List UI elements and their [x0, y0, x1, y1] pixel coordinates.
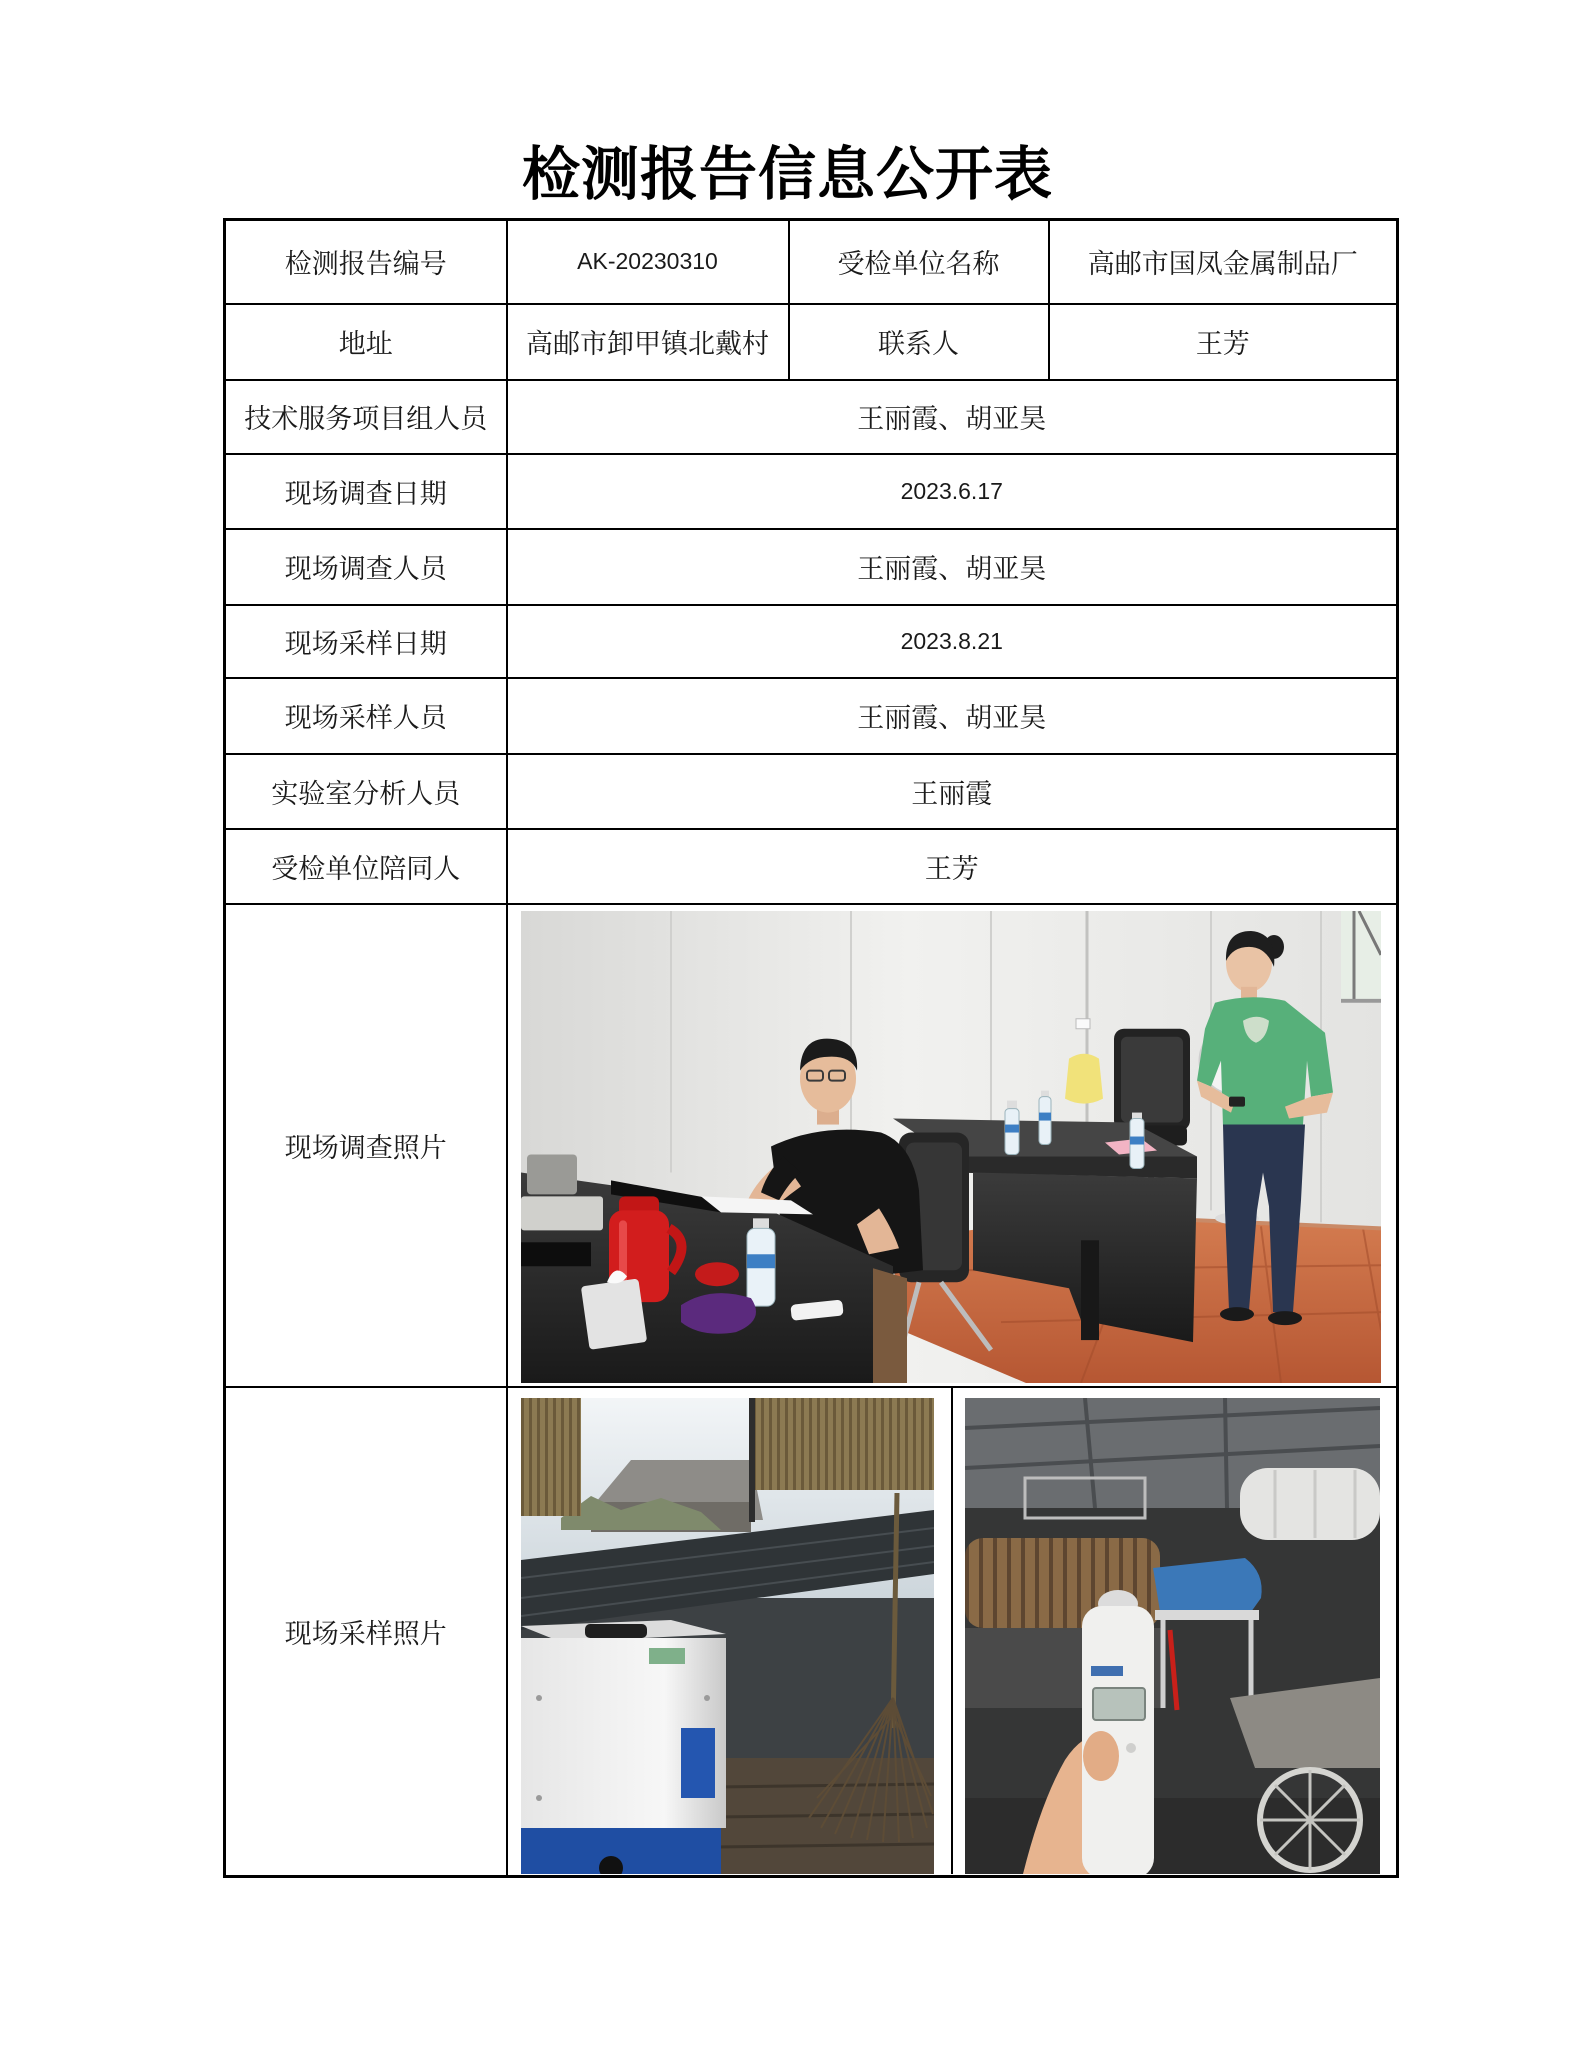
row-address — [225, 304, 1398, 380]
survey-staff-label: 现场调查人员 — [225, 529, 507, 605]
white-cylinder — [1240, 1468, 1380, 1540]
sampling-staff-value: 王丽霞、胡亚昊 — [507, 678, 1398, 754]
stamp-pad — [695, 1262, 739, 1286]
photo-divider — [951, 1388, 953, 1874]
sampling-photo-cell — [507, 1387, 1398, 1877]
survey-staff-value: 王丽霞、胡亚昊 — [507, 529, 1398, 605]
unit-name-label: 受检单位名称 — [789, 220, 1049, 304]
row-sampling-photo — [225, 1387, 1398, 1877]
unit-name-value: 高邮市国凤金属制品厂 — [1049, 220, 1398, 304]
report-number-value: AK-20230310 — [507, 220, 789, 304]
address-label: 地址 — [225, 304, 507, 380]
sampling-staff-label: 现场采样人员 — [225, 678, 507, 754]
survey-date-label: 现场调查日期 — [225, 454, 507, 529]
project-team-label: 技术服务项目组人员 — [225, 380, 507, 454]
site-survey-photo — [521, 911, 1381, 1383]
thumb — [1083, 1731, 1119, 1781]
sampling-date-label: 现场采样日期 — [225, 605, 507, 678]
sampling-date-value: 2023.8.21 — [507, 605, 1398, 678]
escort-value: 王芳 — [507, 829, 1398, 904]
page-title: 检测报告信息公开表 — [521, 140, 1053, 208]
calculator — [521, 1196, 603, 1230]
row-sampling-date — [225, 605, 1398, 678]
sampling-photo-frame — [508, 1388, 1397, 1874]
desk-device — [527, 1154, 577, 1194]
yellow-bag — [1065, 1053, 1103, 1103]
bamboo-curtain-right — [753, 1398, 934, 1490]
row-lab-analysts — [225, 754, 1398, 829]
survey-photo-cell — [507, 904, 1398, 1387]
survey-photo-frame — [508, 905, 1397, 1383]
report-number-label: 检测报告编号 — [225, 220, 507, 304]
row-sampling-staff — [225, 678, 1398, 754]
water-bottle-front — [747, 1218, 775, 1306]
lab-analysts-label: 实验室分析人员 — [225, 754, 507, 829]
sampler-device — [521, 1620, 726, 1874]
project-team-value: 王丽霞、胡亚昊 — [507, 380, 1398, 454]
contact-value: 王芳 — [1049, 304, 1398, 380]
bamboo-curtain-left — [521, 1398, 581, 1516]
window — [1341, 911, 1381, 1001]
row-survey-date — [225, 454, 1398, 529]
lab-analysts-value: 王丽霞 — [507, 754, 1398, 829]
survey-date-value: 2023.6.17 — [507, 454, 1398, 529]
row-report-number — [225, 220, 1398, 304]
row-survey-staff — [225, 529, 1398, 605]
address-value: 高邮市卸甲镇北戴村 — [507, 304, 789, 380]
sampling-photo-sound-meter — [965, 1398, 1380, 1874]
report-info-table — [223, 218, 1399, 1878]
escort-label: 受检单位陪同人 — [225, 829, 507, 904]
sampling-photo-label: 现场采样照片 — [225, 1387, 507, 1877]
row-survey-photo — [225, 904, 1398, 1387]
survey-photo-label: 现场调查照片 — [225, 904, 507, 1387]
row-project-team — [225, 380, 1398, 454]
purple-cloth — [681, 1293, 756, 1334]
blue-motor — [1153, 1558, 1262, 1618]
sampling-photo-sampler — [521, 1398, 934, 1874]
sound-level-meter — [1082, 1590, 1154, 1874]
row-escort — [225, 829, 1398, 904]
contact-label: 联系人 — [789, 304, 1049, 380]
